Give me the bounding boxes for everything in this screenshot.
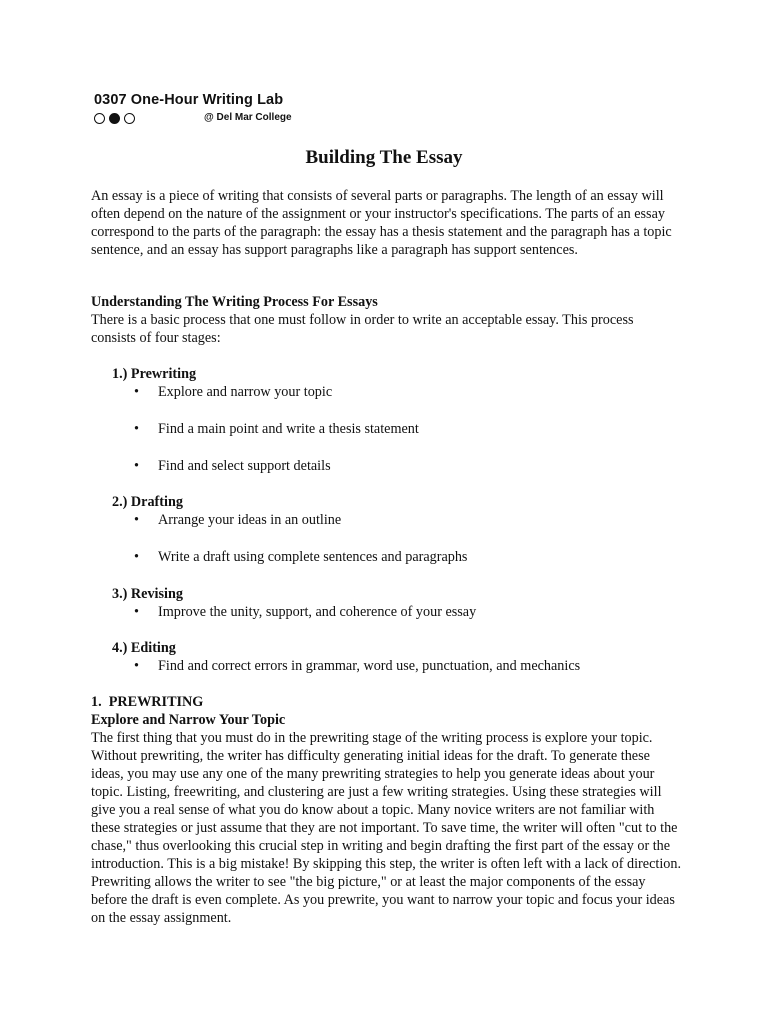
circle-empty-icon <box>94 113 105 124</box>
process-heading: Understanding The Writing Process For Essays <box>91 294 378 310</box>
bullet-icon: • <box>134 549 139 565</box>
bullet-icon: • <box>134 658 139 674</box>
stage-editing <box>112 639 580 675</box>
progress-dots <box>94 113 135 124</box>
stage-title: 2.) Drafting <box>112 494 183 510</box>
list-item <box>112 548 467 566</box>
list-item <box>112 511 467 529</box>
stage-title: 4.) Editing <box>112 640 176 656</box>
bullet-icon: • <box>134 458 139 474</box>
list-item-text: Find and correct errors in grammar, word use, punctuation, and mechanics <box>158 658 581 674</box>
bullet-icon: • <box>134 604 139 620</box>
stage-revising <box>112 585 476 621</box>
document-title: Building The Essay <box>305 147 463 168</box>
list-item <box>112 657 580 675</box>
list-item <box>112 420 419 438</box>
lab-subheader <box>94 111 292 127</box>
stage-bullet-list <box>112 383 419 475</box>
stage-title: 3.) Revising <box>112 586 183 602</box>
college-name: @ Del Mar College <box>204 112 292 123</box>
stage-bullet-list <box>112 657 580 675</box>
section-heading: 1. PREWRITING <box>91 694 204 710</box>
list-item-text: Find and select support details <box>158 458 331 474</box>
stage-title: 1.) Prewriting <box>112 366 197 382</box>
section-subheading: Explore and Narrow Your Topic <box>91 712 286 728</box>
prewriting-section <box>91 693 681 927</box>
stage-prewriting <box>112 365 419 475</box>
prewriting-paragraph: The first thing that you must do in the prewriting stage of the writing process is explore your topic. Without prewriting, the writer has difficulty generating initial ideas for the draft. To generate these ideas, you may use any one of the many prewriting strategies to help you generate ideas about your topic. Listing, freewriting, and clustering are just a few writing strategies. Using these strategies will give you a real sense of what you do know about a topic. Many novice writers are not familiar with these strategies or just assume that they are not important. To save time, the writer will often "cut to the chase," thus overlooking this crucial step in writing and begin drafting the first part of the essay or the introduction. This is a big mistake! By skipping this step, the writer is often left with a lack of direction. Prewriting allows the writer to see "the big picture," or at least the major components of the essay before the draft is even complete. As you prewrite, you want to narrow your topic and focus your ideas on the essay assignment. <box>91 730 681 926</box>
bullet-icon: • <box>134 512 139 528</box>
list-item-text: Improve the unity, support, and coherence of your essay <box>158 604 477 620</box>
bullet-icon: • <box>134 384 139 400</box>
circle-filled-icon <box>109 113 120 124</box>
list-item-text: Find a main point and write a thesis statement <box>158 421 419 437</box>
list-item-text: Write a draft using complete sentences and paragraphs <box>158 549 468 565</box>
process-paragraph: There is a basic process that one must follow in order to write an acceptable essay. This process consists of four stages: <box>91 312 634 346</box>
list-item <box>112 603 476 621</box>
stage-drafting <box>112 493 467 566</box>
lab-title: 0307 One-Hour Writing Lab <box>94 92 284 108</box>
intro-paragraph: An essay is a piece of writing that consists of several parts or paragraphs. The length of an essay will often depend on the nature of the assignment or your instructor's specifications. The parts of an essay correspond to the parts of the paragraph: the essay has a thesis statement and the paragraph has a topic sentence, and an essay has support paragraphs like a paragraph has support sentences. <box>91 188 672 258</box>
list-item-text: Explore and narrow your topic <box>158 384 333 400</box>
stage-bullet-list <box>112 511 467 566</box>
bullet-icon: • <box>134 421 139 437</box>
process-section <box>91 293 681 347</box>
stage-bullet-list <box>112 603 476 621</box>
list-item-text: Arrange your ideas in an outline <box>158 512 342 528</box>
lab-header <box>94 92 292 127</box>
list-item <box>112 383 419 401</box>
circle-empty-icon <box>124 113 135 124</box>
list-item <box>112 457 419 475</box>
